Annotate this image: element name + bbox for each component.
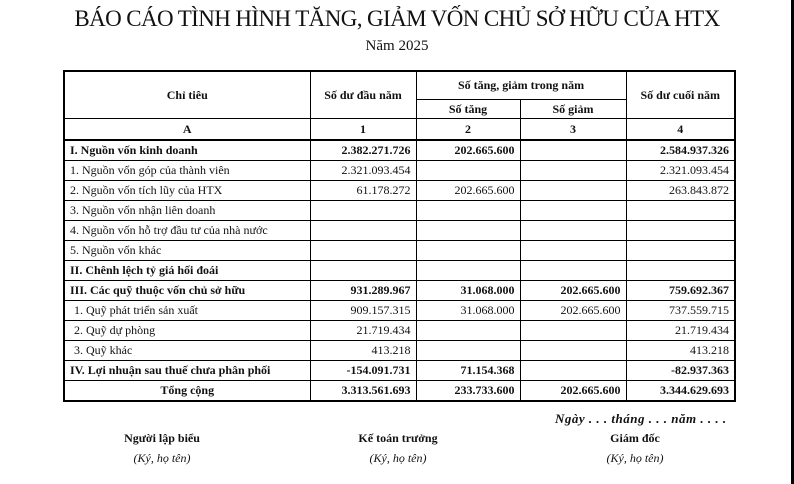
- signature-hint: (Ký, họ tên): [369, 451, 427, 465]
- cell-increase: [416, 341, 520, 361]
- header-increase: Số tăng: [416, 100, 520, 119]
- cell-opening-balance: [310, 241, 416, 261]
- cell-opening-balance: 909.157.315: [310, 301, 416, 321]
- table-row: [64, 321, 735, 341]
- cell-closing-balance: 2.321.093.454: [626, 161, 735, 181]
- table-row: [64, 381, 735, 402]
- cell-opening-balance: [310, 201, 416, 221]
- row-label: 1. Quỹ phát triển sản xuất: [64, 301, 310, 321]
- cell-decrease: [520, 361, 626, 381]
- signature-role: Giám đốc: [610, 431, 660, 445]
- cell-closing-balance: [626, 201, 735, 221]
- report-year: Năm 2025: [365, 38, 429, 54]
- signature-hint: (Ký, họ tên): [606, 451, 664, 465]
- cell-closing-balance: 2.584.937.326: [626, 140, 735, 161]
- cell-increase: [416, 201, 520, 221]
- table-row: [64, 281, 735, 301]
- column-code-1: 1: [310, 119, 416, 141]
- cell-opening-balance: [310, 261, 416, 281]
- cell-opening-balance: -154.091.731: [310, 361, 416, 381]
- cell-increase: [416, 241, 520, 261]
- signature-role: Kế toán trưởng: [358, 431, 438, 445]
- row-label: Tổng cộng: [64, 381, 310, 402]
- cell-closing-balance: [626, 241, 735, 261]
- cell-closing-balance: 737.559.715: [626, 301, 735, 321]
- signature-director: [535, 431, 735, 466]
- table-row: [64, 241, 735, 261]
- cell-increase: [416, 321, 520, 341]
- table-row: [64, 140, 735, 161]
- cell-increase: 71.154.368: [416, 361, 520, 381]
- cell-decrease: [520, 241, 626, 261]
- cell-closing-balance: -82.937.363: [626, 361, 735, 381]
- header-closing-balance: Số dư cuối năm: [626, 71, 735, 119]
- table-row: [64, 201, 735, 221]
- cell-opening-balance: 413.218: [310, 341, 416, 361]
- cell-closing-balance: 21.719.434: [626, 321, 735, 341]
- cell-decrease: [520, 140, 626, 161]
- table-row: [64, 261, 735, 281]
- table-row: [64, 181, 735, 201]
- table-row: [64, 221, 735, 241]
- header-opening-balance: Số dư đầu năm: [310, 71, 416, 119]
- table-row: [64, 361, 735, 381]
- row-label: I. Nguồn vốn kinh doanh: [64, 140, 310, 161]
- row-label: 1. Nguồn vốn góp của thành viên: [64, 161, 310, 181]
- cell-decrease: [520, 181, 626, 201]
- cell-increase: [416, 161, 520, 181]
- cell-decrease: 202.665.600: [520, 281, 626, 301]
- cell-increase: 31.068.000: [416, 281, 520, 301]
- column-code-a: A: [64, 119, 310, 141]
- signature-preparer: [62, 431, 262, 466]
- row-label: IV. Lợi nhuận sau thuế chưa phân phối: [64, 361, 310, 381]
- cell-closing-balance: 3.344.629.693: [626, 381, 735, 402]
- cell-opening-balance: 21.719.434: [310, 321, 416, 341]
- cell-increase: 202.665.600: [416, 181, 520, 201]
- cell-increase: [416, 221, 520, 241]
- row-label: 3. Quỹ khác: [64, 341, 310, 361]
- cell-decrease: 202.665.600: [520, 301, 626, 321]
- cell-opening-balance: [310, 221, 416, 241]
- cell-increase: 202.665.600: [416, 140, 520, 161]
- cell-closing-balance: 413.218: [626, 341, 735, 361]
- cell-closing-balance: 263.843.872: [626, 181, 735, 201]
- cell-increase: [416, 261, 520, 281]
- column-code-4: 4: [626, 119, 735, 141]
- table-row: [64, 161, 735, 181]
- cell-closing-balance: [626, 221, 735, 241]
- cell-decrease: [520, 341, 626, 361]
- table-row: [64, 301, 735, 321]
- header-decrease: Số giảm: [520, 100, 626, 119]
- cell-closing-balance: 759.692.367: [626, 281, 735, 301]
- row-label: 4. Nguồn vốn hỗ trợ đầu tư của nhà nước: [64, 221, 310, 241]
- cell-decrease: 202.665.600: [520, 381, 626, 402]
- cell-increase: 233.733.600: [416, 381, 520, 402]
- signature-hint: (Ký, họ tên): [133, 451, 191, 465]
- cell-opening-balance: 61.178.272: [310, 181, 416, 201]
- cell-opening-balance: 2.321.093.454: [310, 161, 416, 181]
- signature-chief-accountant: [298, 431, 498, 466]
- cell-opening-balance: 931.289.967: [310, 281, 416, 301]
- table-row: [64, 341, 735, 361]
- cell-decrease: [520, 161, 626, 181]
- header-change-group: Số tăng, giảm trong năm: [416, 71, 626, 100]
- row-label: III. Các quỹ thuộc vốn chủ sở hữu: [64, 281, 310, 301]
- signature-role: Người lập biểu: [124, 431, 200, 445]
- row-label: II. Chênh lệch tỷ giá hối đoái: [64, 261, 310, 281]
- row-label: 2. Nguồn vốn tích lũy của HTX: [64, 181, 310, 201]
- cell-opening-balance: 3.313.561.693: [310, 381, 416, 402]
- cell-decrease: [520, 261, 626, 281]
- equity-change-table: [63, 70, 736, 402]
- cell-increase: 31.068.000: [416, 301, 520, 321]
- cell-opening-balance: 2.382.271.726: [310, 140, 416, 161]
- column-code-2: 2: [416, 119, 520, 141]
- row-label: 2. Quỹ dự phòng: [64, 321, 310, 341]
- row-label: 5. Nguồn vốn khác: [64, 241, 310, 261]
- report-title: BÁO CÁO TÌNH HÌNH TĂNG, GIẢM VỐN CHỦ SỞ HỮU CỦA HTX: [74, 6, 720, 31]
- cell-closing-balance: [626, 261, 735, 281]
- row-label: 3. Nguồn vốn nhận liên doanh: [64, 201, 310, 221]
- date-line: Ngày . . . tháng . . . năm . . . .: [555, 411, 727, 426]
- cell-decrease: [520, 221, 626, 241]
- header-indicator: Chỉ tiêu: [64, 71, 310, 119]
- cell-decrease: [520, 321, 626, 341]
- cell-decrease: [520, 201, 626, 221]
- column-code-3: 3: [520, 119, 626, 141]
